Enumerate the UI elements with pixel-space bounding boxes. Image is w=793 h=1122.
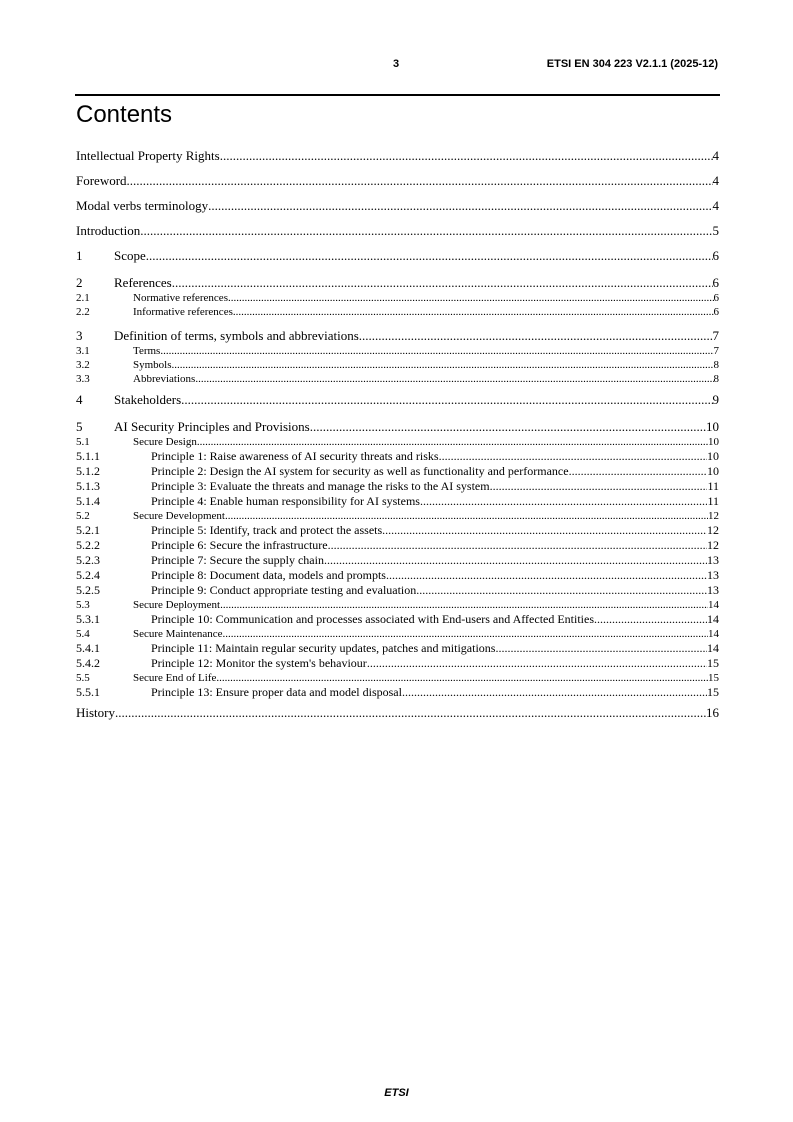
toc-leader (382, 523, 707, 538)
toc-leader (208, 196, 712, 216)
toc-title: Secure End of Life (133, 672, 217, 684)
toc-entry[interactable] (76, 449, 719, 464)
toc-number: 2.1 (76, 292, 90, 304)
toc-page: 6 (712, 248, 719, 263)
toc-entry[interactable] (76, 703, 719, 728)
toc-entry[interactable] (76, 146, 719, 171)
toc-page: 11 (707, 494, 719, 508)
toc-number: 5.3 (76, 599, 90, 611)
toc-leader (420, 494, 707, 509)
toc-page: 8 (713, 359, 719, 371)
toc-leader (195, 372, 713, 386)
toc-title: References (114, 275, 172, 290)
toc-page: 10 (707, 464, 719, 478)
toc-page: 15 (707, 656, 719, 670)
toc-entry[interactable] (76, 553, 719, 568)
toc-title: Stakeholders (114, 392, 182, 407)
toc-page: 10 (706, 419, 719, 434)
toc-page: 14 (707, 612, 719, 626)
toc-leader (146, 246, 713, 266)
toc-title: Principle 3: Evaluate the threats and manage the risks to the AI system (151, 479, 490, 493)
toc-title: Foreword (76, 173, 127, 188)
toc-number: 5.2.4 (76, 568, 100, 582)
toc-leader (416, 583, 707, 598)
toc-entry[interactable] (76, 196, 719, 221)
toc-number: 5.4.1 (76, 641, 100, 655)
toc-title: Principle 5: Identify, track and protect the assets (151, 523, 383, 537)
toc-entry[interactable] (76, 583, 719, 598)
toc-number: 5.2 (76, 510, 90, 522)
toc-page: 10 (707, 449, 719, 463)
toc-leader (220, 598, 708, 612)
toc-leader (172, 358, 714, 372)
toc-leader (386, 568, 707, 583)
toc-number: 3.2 (76, 359, 90, 371)
toc-page: 4 (712, 173, 719, 188)
toc-leader (140, 221, 712, 241)
toc-leader (328, 538, 707, 553)
toc-number: 5.2.2 (76, 538, 100, 552)
toc-entry[interactable] (76, 358, 719, 372)
toc-title: Principle 8: Document data, models and prompts (151, 568, 386, 582)
toc-number: 3.3 (76, 373, 90, 385)
toc-page: 7 (712, 328, 719, 343)
toc-entry[interactable] (76, 274, 719, 291)
toc-leader (115, 703, 706, 723)
toc-leader (324, 553, 707, 568)
document-id: ETSI EN 304 223 V2.1.1 (2025-12) (546, 58, 718, 70)
toc-leader (216, 671, 708, 685)
toc-page: 5 (712, 223, 719, 238)
toc-page: 14 (707, 641, 719, 655)
toc-leader (220, 146, 713, 166)
footer-etsi: ETSI (384, 1087, 409, 1099)
toc-page: 16 (706, 705, 719, 720)
toc-leader (594, 612, 707, 627)
toc-number: 5.4 (76, 628, 90, 640)
toc-leader (490, 479, 708, 494)
toc-number: 4 (76, 392, 83, 407)
toc-title: Principle 9: Conduct appropriate testing and evaluation (151, 583, 417, 597)
toc-title: Intellectual Property Rights (76, 148, 220, 163)
toc-title: Definition of terms, symbols and abbreviations (114, 328, 359, 343)
toc-title: Principle 6: Secure the infrastructure (151, 538, 328, 552)
toc-number: 5.2.1 (76, 523, 100, 537)
toc-title: History (76, 705, 115, 720)
toc-leader (359, 327, 713, 344)
toc-number: 5.3.1 (76, 612, 100, 626)
toc-entry[interactable] (76, 305, 719, 319)
toc-entry[interactable] (76, 538, 719, 553)
toc-entry[interactable] (76, 568, 719, 583)
table-of-contents (76, 146, 719, 728)
toc-number: 3.1 (76, 345, 90, 357)
toc-entry[interactable] (76, 372, 719, 386)
toc-title: Secure Design (133, 436, 197, 448)
toc-page: 8 (713, 373, 719, 385)
toc-page: 14 (708, 628, 719, 640)
toc-title: Informative references (133, 306, 233, 318)
toc-title: Secure Development (133, 510, 225, 522)
toc-number: 5.1.1 (76, 449, 100, 463)
toc-entry[interactable] (76, 509, 719, 523)
toc-leader (233, 305, 714, 319)
toc-leader (127, 171, 713, 191)
toc-page: 12 (707, 523, 719, 537)
header-rule (75, 94, 720, 96)
toc-entry[interactable] (76, 641, 719, 656)
toc-title: Principle 4: Enable human responsibility for AI systems (151, 494, 420, 508)
toc-page: 9 (712, 392, 719, 407)
page-number: 3 (393, 58, 400, 70)
toc-entry[interactable] (76, 221, 719, 246)
toc-entry[interactable] (76, 656, 719, 671)
toc-page: 12 (707, 538, 719, 552)
toc-number: 5.2.5 (76, 583, 100, 597)
toc-page: 6 (713, 292, 719, 304)
toc-number: 5 (76, 419, 83, 434)
toc-leader (181, 390, 712, 410)
toc-number: 1 (76, 248, 83, 263)
toc-entry[interactable] (76, 685, 719, 700)
toc-title: Symbols (133, 359, 172, 371)
toc-number: 3 (76, 328, 83, 343)
toc-entry[interactable] (76, 171, 719, 196)
toc-entry[interactable] (76, 612, 719, 627)
toc-title: Principle 11: Maintain regular security updates, patches and mitigations (151, 641, 496, 655)
toc-title: Abbreviations (133, 373, 196, 385)
toc-number: 5.1.4 (76, 494, 100, 508)
toc-page: 15 (708, 672, 719, 684)
toc-leader (222, 627, 708, 641)
toc-leader (228, 291, 714, 305)
toc-page: 12 (708, 510, 719, 522)
toc-title: Terms (133, 345, 161, 357)
toc-leader (439, 449, 707, 464)
toc-page: 13 (707, 553, 719, 567)
toc-title: AI Security Principles and Provisions (114, 419, 310, 434)
toc-title: Principle 7: Secure the supply chain (151, 553, 324, 567)
toc-number: 5.1 (76, 436, 90, 448)
toc-entry[interactable] (76, 435, 719, 449)
toc-entry[interactable] (76, 291, 719, 305)
toc-page: 14 (708, 599, 719, 611)
toc-leader (495, 641, 707, 656)
toc-page: 4 (712, 148, 719, 163)
toc-entry[interactable] (76, 390, 719, 415)
toc-page: 7 (713, 345, 719, 357)
toc-leader (160, 344, 713, 358)
page-title: Contents (76, 101, 173, 128)
toc-page: 13 (707, 583, 719, 597)
toc-number: 5.4.2 (76, 656, 100, 670)
toc-number: 5.1.3 (76, 479, 100, 493)
toc-page: 11 (707, 479, 719, 493)
toc-title: Modal verbs terminology (76, 198, 209, 213)
toc-title: Principle 10: Communication and processes associated with End-users and Affected Entities (151, 612, 595, 626)
toc-entry[interactable] (76, 246, 719, 271)
toc-leader (402, 685, 707, 700)
toc-title: Scope (114, 248, 146, 263)
toc-title: Secure Maintenance (133, 628, 223, 640)
toc-entry[interactable] (76, 418, 719, 435)
toc-leader (310, 418, 706, 435)
toc-number: 5.1.2 (76, 464, 100, 478)
toc-page: 15 (707, 685, 719, 699)
toc-title: Principle 1: Raise awareness of AI security threats and risks (151, 449, 439, 463)
toc-number: 5.5.1 (76, 685, 100, 699)
toc-title: Principle 2: Design the AI system for security as well as functionality and performance (151, 464, 569, 478)
toc-title: Introduction (76, 223, 141, 238)
toc-leader (172, 274, 713, 291)
toc-page: 6 (712, 275, 719, 290)
toc-entry[interactable] (76, 627, 719, 641)
toc-leader (569, 464, 707, 479)
toc-title: Principle 13: Ensure proper data and model disposal (151, 685, 402, 699)
toc-entry[interactable] (76, 598, 719, 612)
toc-page: 13 (707, 568, 719, 582)
toc-entry[interactable] (76, 479, 719, 494)
toc-number: 5.2.3 (76, 553, 100, 567)
toc-entry[interactable] (76, 523, 719, 538)
toc-entry[interactable] (76, 344, 719, 358)
toc-title: Normative references (133, 292, 228, 304)
toc-leader (225, 509, 708, 523)
toc-page: 4 (712, 198, 719, 213)
toc-page: 6 (713, 306, 719, 318)
toc-leader (367, 656, 707, 671)
toc-entry[interactable] (76, 671, 719, 685)
toc-title: Principle 12: Monitor the system's behaviour (151, 656, 367, 670)
toc-entry[interactable] (76, 494, 719, 509)
toc-page: 10 (708, 436, 719, 448)
toc-entry[interactable] (76, 327, 719, 344)
toc-title: Secure Deployment (133, 599, 221, 611)
toc-number: 2.2 (76, 306, 90, 318)
toc-number: 2 (76, 275, 83, 290)
toc-number: 5.5 (76, 672, 90, 684)
toc-leader (197, 435, 708, 449)
toc-entry[interactable] (76, 464, 719, 479)
